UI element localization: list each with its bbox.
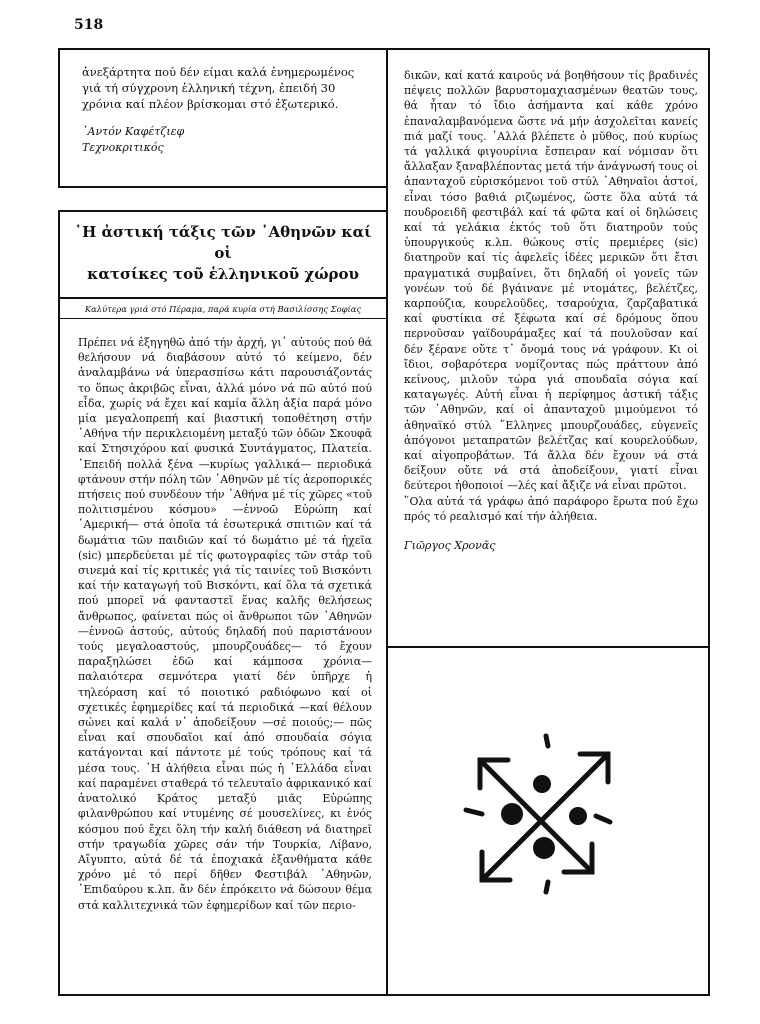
article-caption: Καλύτερα γριά στό Πέραμα, παρά κυρία στή Βασιλίσσης Σοφίας <box>60 299 386 319</box>
article-title-line-2: κατσίκες τοῦ ἑλληνικοῦ χώρου <box>87 265 359 283</box>
column-divider <box>388 646 708 648</box>
article-title-line-1: ῾Η ἀστική τάξις τῶν ᾿Αθηνῶν καί οἱ <box>74 223 372 262</box>
letter-signature <box>82 124 368 156</box>
article-box <box>58 210 388 996</box>
article-continuation <box>388 50 708 553</box>
continuation-paragraph-2: ῞Ολα αὐτά τά γράφω ἀπό παράφορο ἔρωτα πού ἔχω πρός τό ρεαλισμό καί τήν ἀλήθεια. <box>404 494 698 523</box>
signature-name: ᾿Αντόν Καφέτζιεφ <box>82 125 185 138</box>
signature-role: Τεχνοκριτικός <box>82 141 164 154</box>
article-body: Πρέπει νά ἐξηγηθῶ ἀπό τήν ἀρχή, γι᾿ αὐτούς πού θά θελήσουν νά διαβάσουν αὐτό τό κείμενο, δέν ἀναλαμβάνω νά ὑπερασπίσω κάτι παρουσιάζοντάς το ὅπως ἀκριβῶς εἶναι, ἀλλά μόνο νά πῶ αὐτό πού εἶδα, χωρίς νά ἔχει καί καμία ἄλλη ἀξία παρά μόνο μία μεγαλοπρεπή καί βιαστική τοποθέτηση στήν ᾿Αθήνα τήν περικλειομένη μεταξύ τῶν ὁδῶν Σκουφᾶ καί Στησιχόρου καί φυσικά Συντάγματος, Πλατεία. ᾿Επειδή πολλά ξένα —κυρίως γαλλικά— περιοδικά φτάνουν στήν πόλη τῶν ᾿Αθηνῶν μέ τίς ἀεροπορικές πτήσεις πού συνδέουν τήν ᾿Αθήνα μέ τίς χῶρες «τοῦ πολιτισμένου κόσμου» —ἐννοῶ Εὐρώπη καί ᾿Αμερική— στά ὁποῖα τά ἐσωτερικά σπιτιῶν καί τά δωμάτια τῶν παιδιῶν καί τό δωμάτιο μέ τά ἠχεῖα (sic) μπερδεύεται μέ τίς φωτογραφίες τῶν στάρ τοῦ σινεμά καί τίς κριτικές γιά τίς ταινίες τοῦ Βισκόντι καί τήν καταγωγή τοῦ Βισκόντι, καί ὅλα τά σχετικά πού μπορεῖ νά φανταστεῖ ἕνας καλῆς θελήσεως ἄνθρωπος, φαίνεται πώς οἱ ἄνθρωποι τῶν ᾿Αθηνῶν —ἐννοῶ ἀστούς, αὐτούς δηλαδή πού παριστάνουν τούς μεγαλοαστούς, μπουρζουάδες— τό ἔχουν παραξηλώσει ἐδῶ καί κάμποσα χρόνια— παλαιότερα σεμνότερα γιατί δέν ὑπῆρχε ἡ τηλεόραση καί τό ποιοτικό ραδιόφωνο καί οἱ σχετικές ἐφημερίδες καί τά περιοδικά —καί θέλουν σώνει καί καλά ν᾿ ἀποδείξουν —σέ ποιούς;— πῶς εἶναι καί σπουδαῖοι καί ἀπό σπουδαία σόγια κατάγονται καί πάντοτε μέ τούς τρόπους καί τά μέσα τους. ῾Η ἀλήθεια εἶναι πώς ἡ ῾Ελλάδα εἶναι καί παραμένει σταθερά τό τελευταῖο ἀφρικανικό καί ἀνατολικό Κράτος μεταξύ μιᾶς Εὐρώπης φιλανθρώπου καί ντυμένης σέ μουσελίνες, κι ἑνός κόσμου πού ἔχει ὅλη τήν καλή διάθεση νά διατηρεῖ στήν τραγωδία χῶρες σάν τήν Τουρκία, Λίβανο, Αἴγυπτο, αὐτά δέ τά ἐποχιακά ἐξανθήματα κάθε χρόνο μέ τό περί δῆθεν Φεστιβάλ ᾿Αθηνῶν, ᾿Επιδαύρου κ.λπ. ἄν δέν ἐπρόκειτο νά δώσουν θέμα στά καλλιτεχνικά τῶν ἐφημερίδων καί τῶν περιο- <box>78 336 372 912</box>
right-column-box <box>386 48 710 996</box>
letter-end-text: ἀνεξάρτητα πού δέν είμαι καλά ἐνημερωμένος γιά τή σύγχρονη ἑλληνική τέχνη, ἐπειδή 30 χρόνια καί πλέον βρίσκομαι στό ἐξωτερικό. <box>82 65 355 111</box>
article-title <box>60 212 386 299</box>
crossed-arrows-emblem-icon <box>460 732 630 902</box>
continuation-paragraph-1: δικῶν, καί κατά καιρούς νά βοηθήσουν τίς βραδινές πέψεις πολλῶν βαρυστομαχιασμένων θεατῶν τους, θά ἦταν τό ἴδιο ἀσήμαντα καί κάθε χρόνο ἐπαναλαμβανόμενα ὥστε νά μήν ἀσχολεῖται κανείς πιά μαζί τους. ᾿Αλλά βλέπετε ὁ μῦθος, πού κυρίως τά γαλλικά φιγουρίνια ἔσπειραν καί νόμισαν ὅτι ἄλλαξαν ξαναβλέποντας μετά τήν ἀνάγνωσή τους οἱ ἀπανταχοῦ εὑρισκόμενοι τοῦ στύλ ᾿Αθηναῖοι ἀστοί, εἶναι τόσο βαθιά ριζωμένος, ὥστε ὅλα αὐτά τά πουδροειδῆ φεστιβάλ καί τά φῶτα καί οἱ δηλώσεις καί τά γελάκια ἐκτός τοῦ ὅτι διατηροῦν τούς ὑπουργικούς κ.λπ. θώκους στίς πρεμιέρες (sic) διατηροῦν καί τίς ἀφελεῖς ἰδέες μερικῶν ὅτι ἔτσι πραγματικά συμβαίνει, ὅτι δηλαδή οἱ γονεῖς τῶν γονέων τού δέ βγάινανε μέ ντομάτες, βελέτζες, καρπούζια, κουρελοῦδες, τσαρούχια, ζαρζαβατικά καί φυστίκια σέ ξέφωτα καί σέ δρόμους ὅπου περνοῦσαν γαϊδουράμαξες καί τά πουλοῦσαν καί δέν ξέρανε οὔτε τ᾿ ὄνομά τους νά γράφουν. Κι οἱ ἴδιοι, σοβαρότερα νομίζοντας πώς πράττουν ἀπό κείνους, μιλοῦν τώρα γιά σπουδαῖα σόγια καί καταγωγές. Αὐτή εἶναι ἡ περίφημος ἀστική τάξις τῶν ᾿Αθηνῶν, καί οἱ ἀπανταχοῦ μιμούμενοι τό ἀθηναϊκό στύλ ῞Ελληνες μπουρζουάδες, εὐγενεῖς ἀπόγονοι μεταπρατῶν βελέτζας καί κουρελούδων, καί αἰγοπροβάτων. Τά ἄλλα δέν ἔχουν νά στά δείξουν οὔτε νά στά ἀποδείξουν, γιατί εἶναι δεύτεροι ἠθοποιοί —λές καί ἄξιζε νά εἶναι πρῶτοι. <box>404 69 698 493</box>
article-author: Γιῶργος Χρονᾶς <box>404 539 496 553</box>
letter-end-box <box>58 48 388 188</box>
page-number: 518 <box>74 17 104 33</box>
